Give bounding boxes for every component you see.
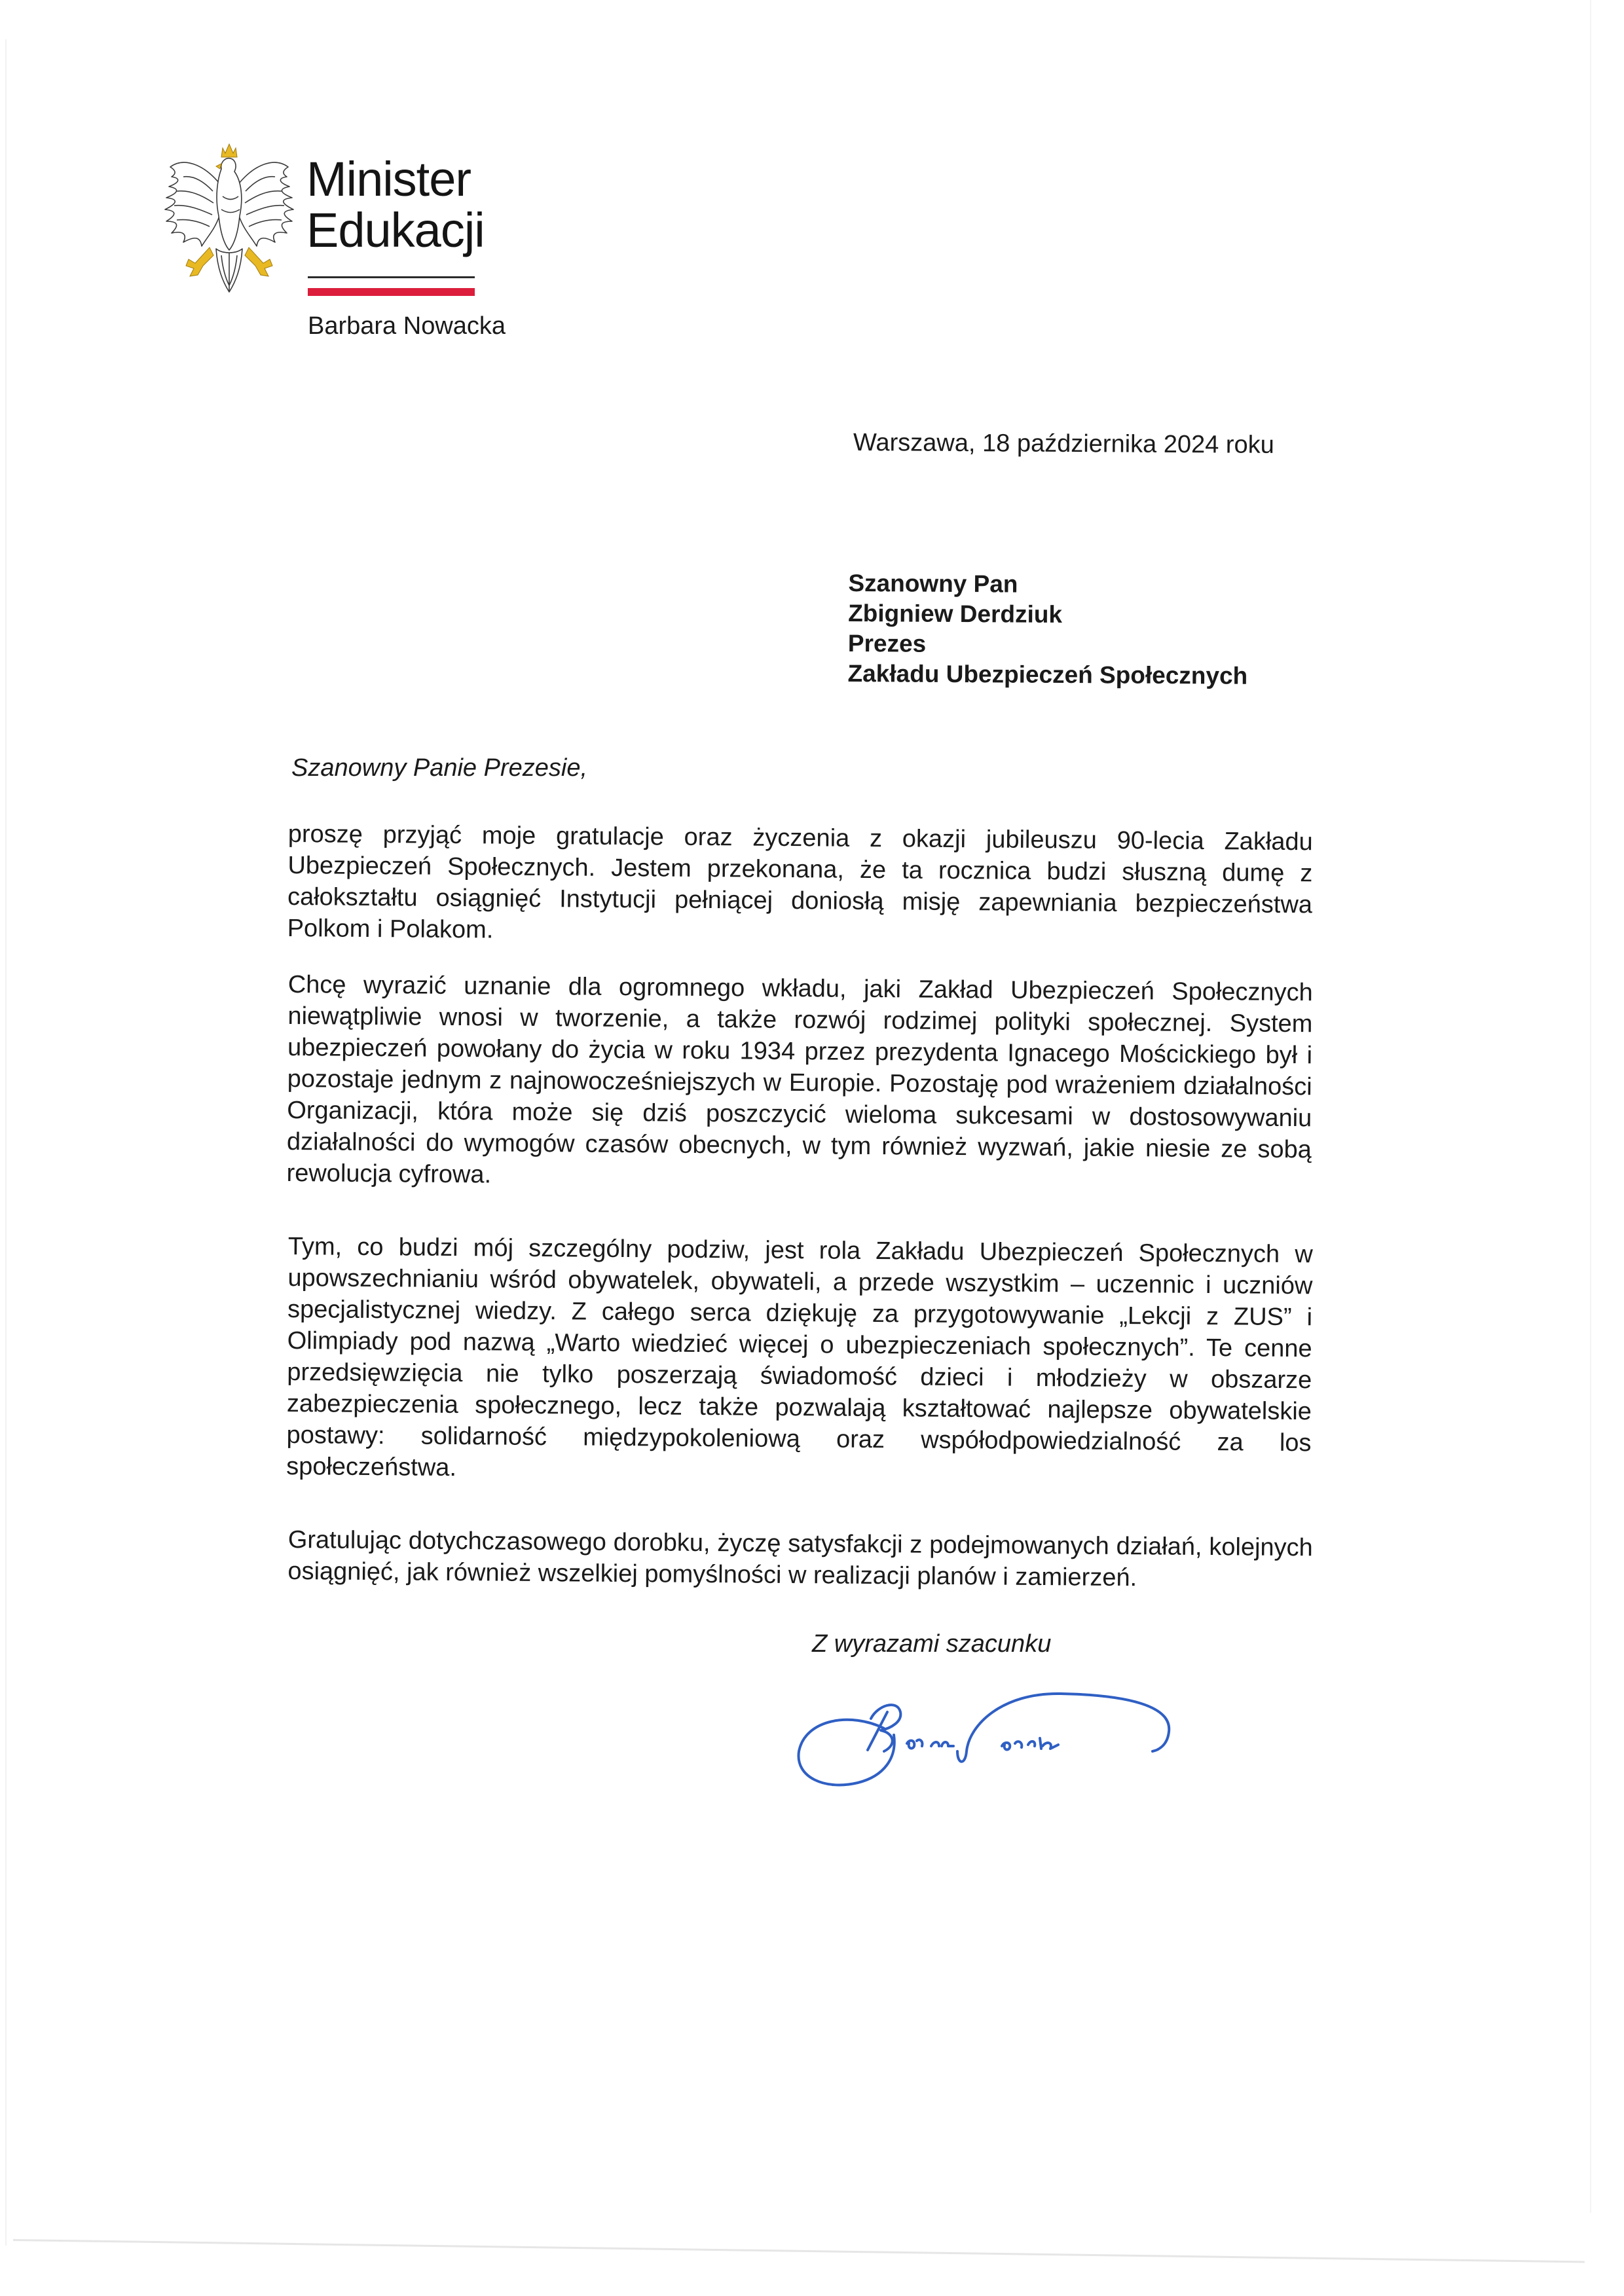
recipient-line: Zakładu Ubezpieczeń Społecznych bbox=[847, 659, 1248, 689]
letter-date: Warszawa, 18 października 2024 roku bbox=[853, 429, 1274, 459]
handwritten-signature bbox=[786, 1673, 1192, 1797]
recipient-block bbox=[847, 568, 1248, 691]
recipient-line: Prezes bbox=[847, 629, 927, 657]
letterhead-title-line1: Minister bbox=[306, 152, 471, 206]
letterhead-title bbox=[306, 154, 485, 256]
letterhead-red-bar bbox=[308, 288, 475, 296]
salutation: Szanowny Panie Prezesie, bbox=[291, 754, 588, 782]
recipient-line: Szanowny Pan bbox=[848, 570, 1018, 598]
scan-edge-left bbox=[5, 39, 7, 2246]
letterhead-title-line2: Edukacji bbox=[306, 203, 485, 257]
scan-edge-bottom bbox=[13, 2239, 1585, 2263]
body-paragraph: proszę przyjąć moje gratulacje oraz życzenia z okazji jubileuszu 90-lecia Zakładu Ubezpieczeń Społecznych. Jestem przekonana, że ta rocznica budzi słuszną dumę z całokształtu osiągnięć Instytucji pełniącej doniosłą misję zapewniania bezpieczeństwa Polkom i Polakom. bbox=[287, 820, 1313, 944]
recipient-line: Zbigniew Derdziuk bbox=[848, 600, 1063, 628]
closing-phrase: Z wyrazami szacunku bbox=[812, 1630, 1052, 1658]
body-paragraph: Gratulując dotychczasowego dorobku, życzę satysfakcji z podejmowanych działań, kolejnych osiągnięć, jak również wszelkiej pomyślności w realizacji planów i zamierzeń. bbox=[287, 1526, 1313, 1592]
body-paragraph: Tym, co budzi mój szczególny podziw, jest rola Zakładu Ubezpieczeń Społecznych w upowszechnianiu wśród obywatelek, obywateli, a przede wszystkim – uczennic i uczniów specjalistycznej wiedzy. Z całego serca dziękuję za przygotowywanie „Lekcji z ZUS” i Olimpiady pod nazwą „Warto wiedzieć więcej o ubezpieczeniach społecznych”. Te cenne przedsięwzięcia nie tylko poszerzają świadomość dzieci i młodzieży w obszarze zabezpieczenia społecznego, lecz także pozwalają kształtować najlepsze obywatelskie postawy: solidarność międzypokoleniową oraz współodpowiedzialność za los społeczeństwa. bbox=[286, 1232, 1313, 1482]
body-paragraph: Chcę wyrazić uznanie dla ogromnego wkładu, jaki Zakład Ubezpieczeń Społecznych niewątpliwie wnosi w tworzenie, a także rozwój rodzimej polityki społecznej. System ubezpieczeń powołany do życia w roku 1934 przez prezydenta Ignacego Mościckiego był i pozostaje jednym z najnowocześniejszych w Europie. Pozostaję pod wrażeniem działalności Organizacji, która może się dziś poszczycić wieloma sukcesami w dostosowywaniu działalności do wymogów czasów obecnych, w tym również wyzwań, jakie niesie ze sobą rewolucja cyfrowa. bbox=[286, 970, 1313, 1189]
letterhead-rule bbox=[308, 276, 475, 278]
minister-name: Barbara Nowacka bbox=[308, 312, 506, 340]
scan-edge-right bbox=[1590, 0, 1591, 2213]
polish-eagle-emblem-icon bbox=[157, 137, 301, 301]
